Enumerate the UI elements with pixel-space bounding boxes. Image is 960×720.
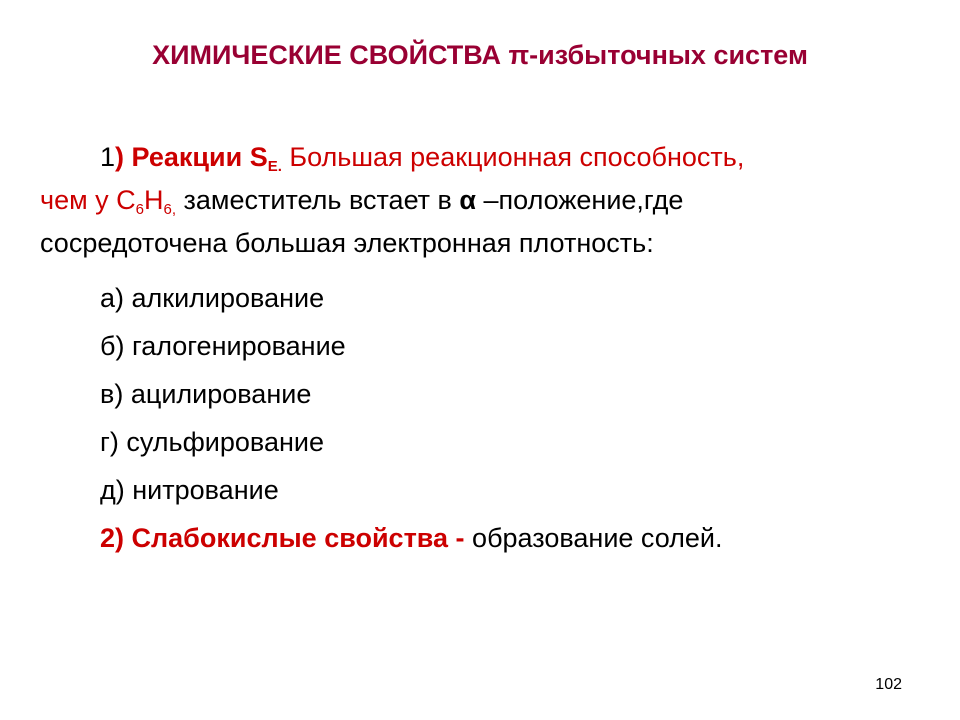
line2-mid-text: заместитель встает в bbox=[176, 185, 460, 215]
page-number: 102 bbox=[875, 676, 902, 693]
reaction-list bbox=[100, 278, 723, 566]
paragraph-reactions bbox=[40, 136, 920, 265]
list-item: б) галогенирование bbox=[100, 331, 346, 361]
paragraph-line-2 bbox=[40, 179, 920, 222]
paragraph-line-3: сосредоточена большая электронная плотность: bbox=[40, 228, 654, 258]
alpha-symbol: α bbox=[459, 185, 477, 215]
list-item: в) ацилирование bbox=[100, 379, 312, 409]
reaction-subscript: E. bbox=[267, 158, 282, 175]
line2-rest-text: –положение,где bbox=[476, 185, 684, 215]
reaction-heading: ) Реакции S bbox=[115, 142, 268, 172]
line2-red-text: чем у С bbox=[40, 185, 136, 215]
h6-subscript: 6, bbox=[163, 201, 177, 218]
list-item: а) алкилирование bbox=[100, 283, 325, 313]
acid-properties-heading: 2) Слабокислые свойства - bbox=[100, 523, 465, 553]
acid-properties-line bbox=[100, 518, 723, 566]
paragraph-line-1 bbox=[40, 136, 920, 179]
slide-title: ХИМИЧЕСКИЕ СВОЙСТВА π-избыточных систем bbox=[152, 40, 808, 70]
c6-subscript: 6 bbox=[135, 201, 144, 218]
item-number: 1 bbox=[100, 142, 116, 172]
list-item: д) нитрование bbox=[100, 475, 279, 505]
list-item: г) сульфирование bbox=[100, 427, 324, 457]
h-letter: Н bbox=[144, 185, 164, 215]
acid-properties-text: образование солей. bbox=[464, 523, 723, 553]
line1-text: Большая реакционная способность, bbox=[281, 142, 745, 172]
